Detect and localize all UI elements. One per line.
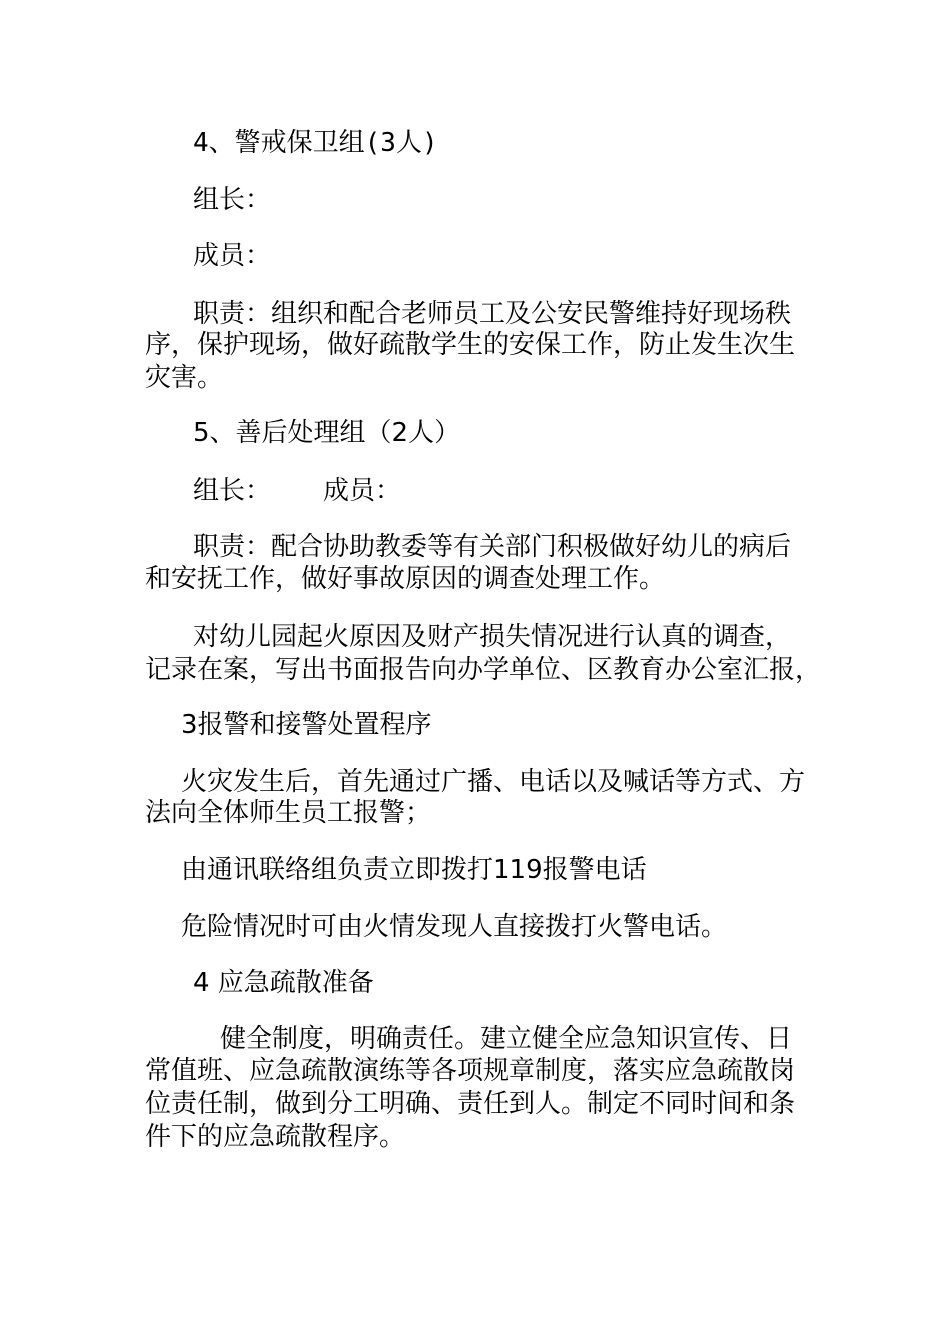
alarm-procedure-paragraph-line: 法向全体师生员工报警； (145, 798, 432, 828)
aftermath-group-duty-line: 职责：配合协助教委等有关部门积极做好幼儿的病后 (193, 532, 792, 562)
investigation-paragraph-line: 记录在案，写出书面报告向办学单位、区教育办公室汇报， (145, 655, 822, 685)
aftermath-group-duty-line: 和安抚工作，做好事故原因的调查处理工作。 (145, 564, 666, 594)
alarm-call-119-line: 由通讯联络组负责立即拨打119报警电话 (181, 855, 647, 885)
aftermath-group-members-label: 成员： (323, 476, 402, 506)
evacuation-prep-paragraph-line: 件下的应急疏散程序。 (145, 1122, 406, 1152)
section-heading-alarm-procedure: 3报警和接警处置程序 (181, 710, 432, 740)
evacuation-prep-paragraph-line: 健全制度，明确责任。建立健全应急知识宣传、日 (220, 1024, 793, 1054)
aftermath-group-leader-label: 组长： (193, 476, 272, 506)
section-heading-evacuation-prep: 4 应急疏散准备 (193, 968, 374, 998)
security-group-leader-label: 组长： (193, 185, 272, 215)
alarm-direct-call-line: 危险情况时可由火情发现人直接拨打火警电话。 (181, 912, 728, 942)
section-heading-aftermath-group: 5、善后处理组（2人） (193, 418, 461, 448)
evacuation-prep-paragraph-line: 常值班、应急疏散演练等各项规章制度，落实应急疏散岗 (145, 1056, 796, 1086)
security-group-members-label: 成员： (193, 241, 272, 271)
security-group-duty-line: 职责：组织和配合老师员工及公安民警维持好现场秩 (193, 299, 792, 329)
investigation-paragraph-line: 对幼儿园起火原因及财产损失情况进行认真的调查， (193, 622, 792, 652)
security-group-duty-line: 灾害。 (145, 363, 224, 393)
evacuation-prep-paragraph-line: 位责任制，做到分工明确、责任到人。制定不同时间和条 (145, 1089, 796, 1119)
security-group-duty-line: 序，保护现场，做好疏散学生的安保工作，防止发生次生 (145, 330, 796, 360)
section-heading-security-group: 4、警戒保卫组(3人) (193, 128, 438, 158)
alarm-procedure-paragraph-line: 火灾发生后，首先通过广播、电话以及喊话等方式、方 (181, 767, 806, 797)
